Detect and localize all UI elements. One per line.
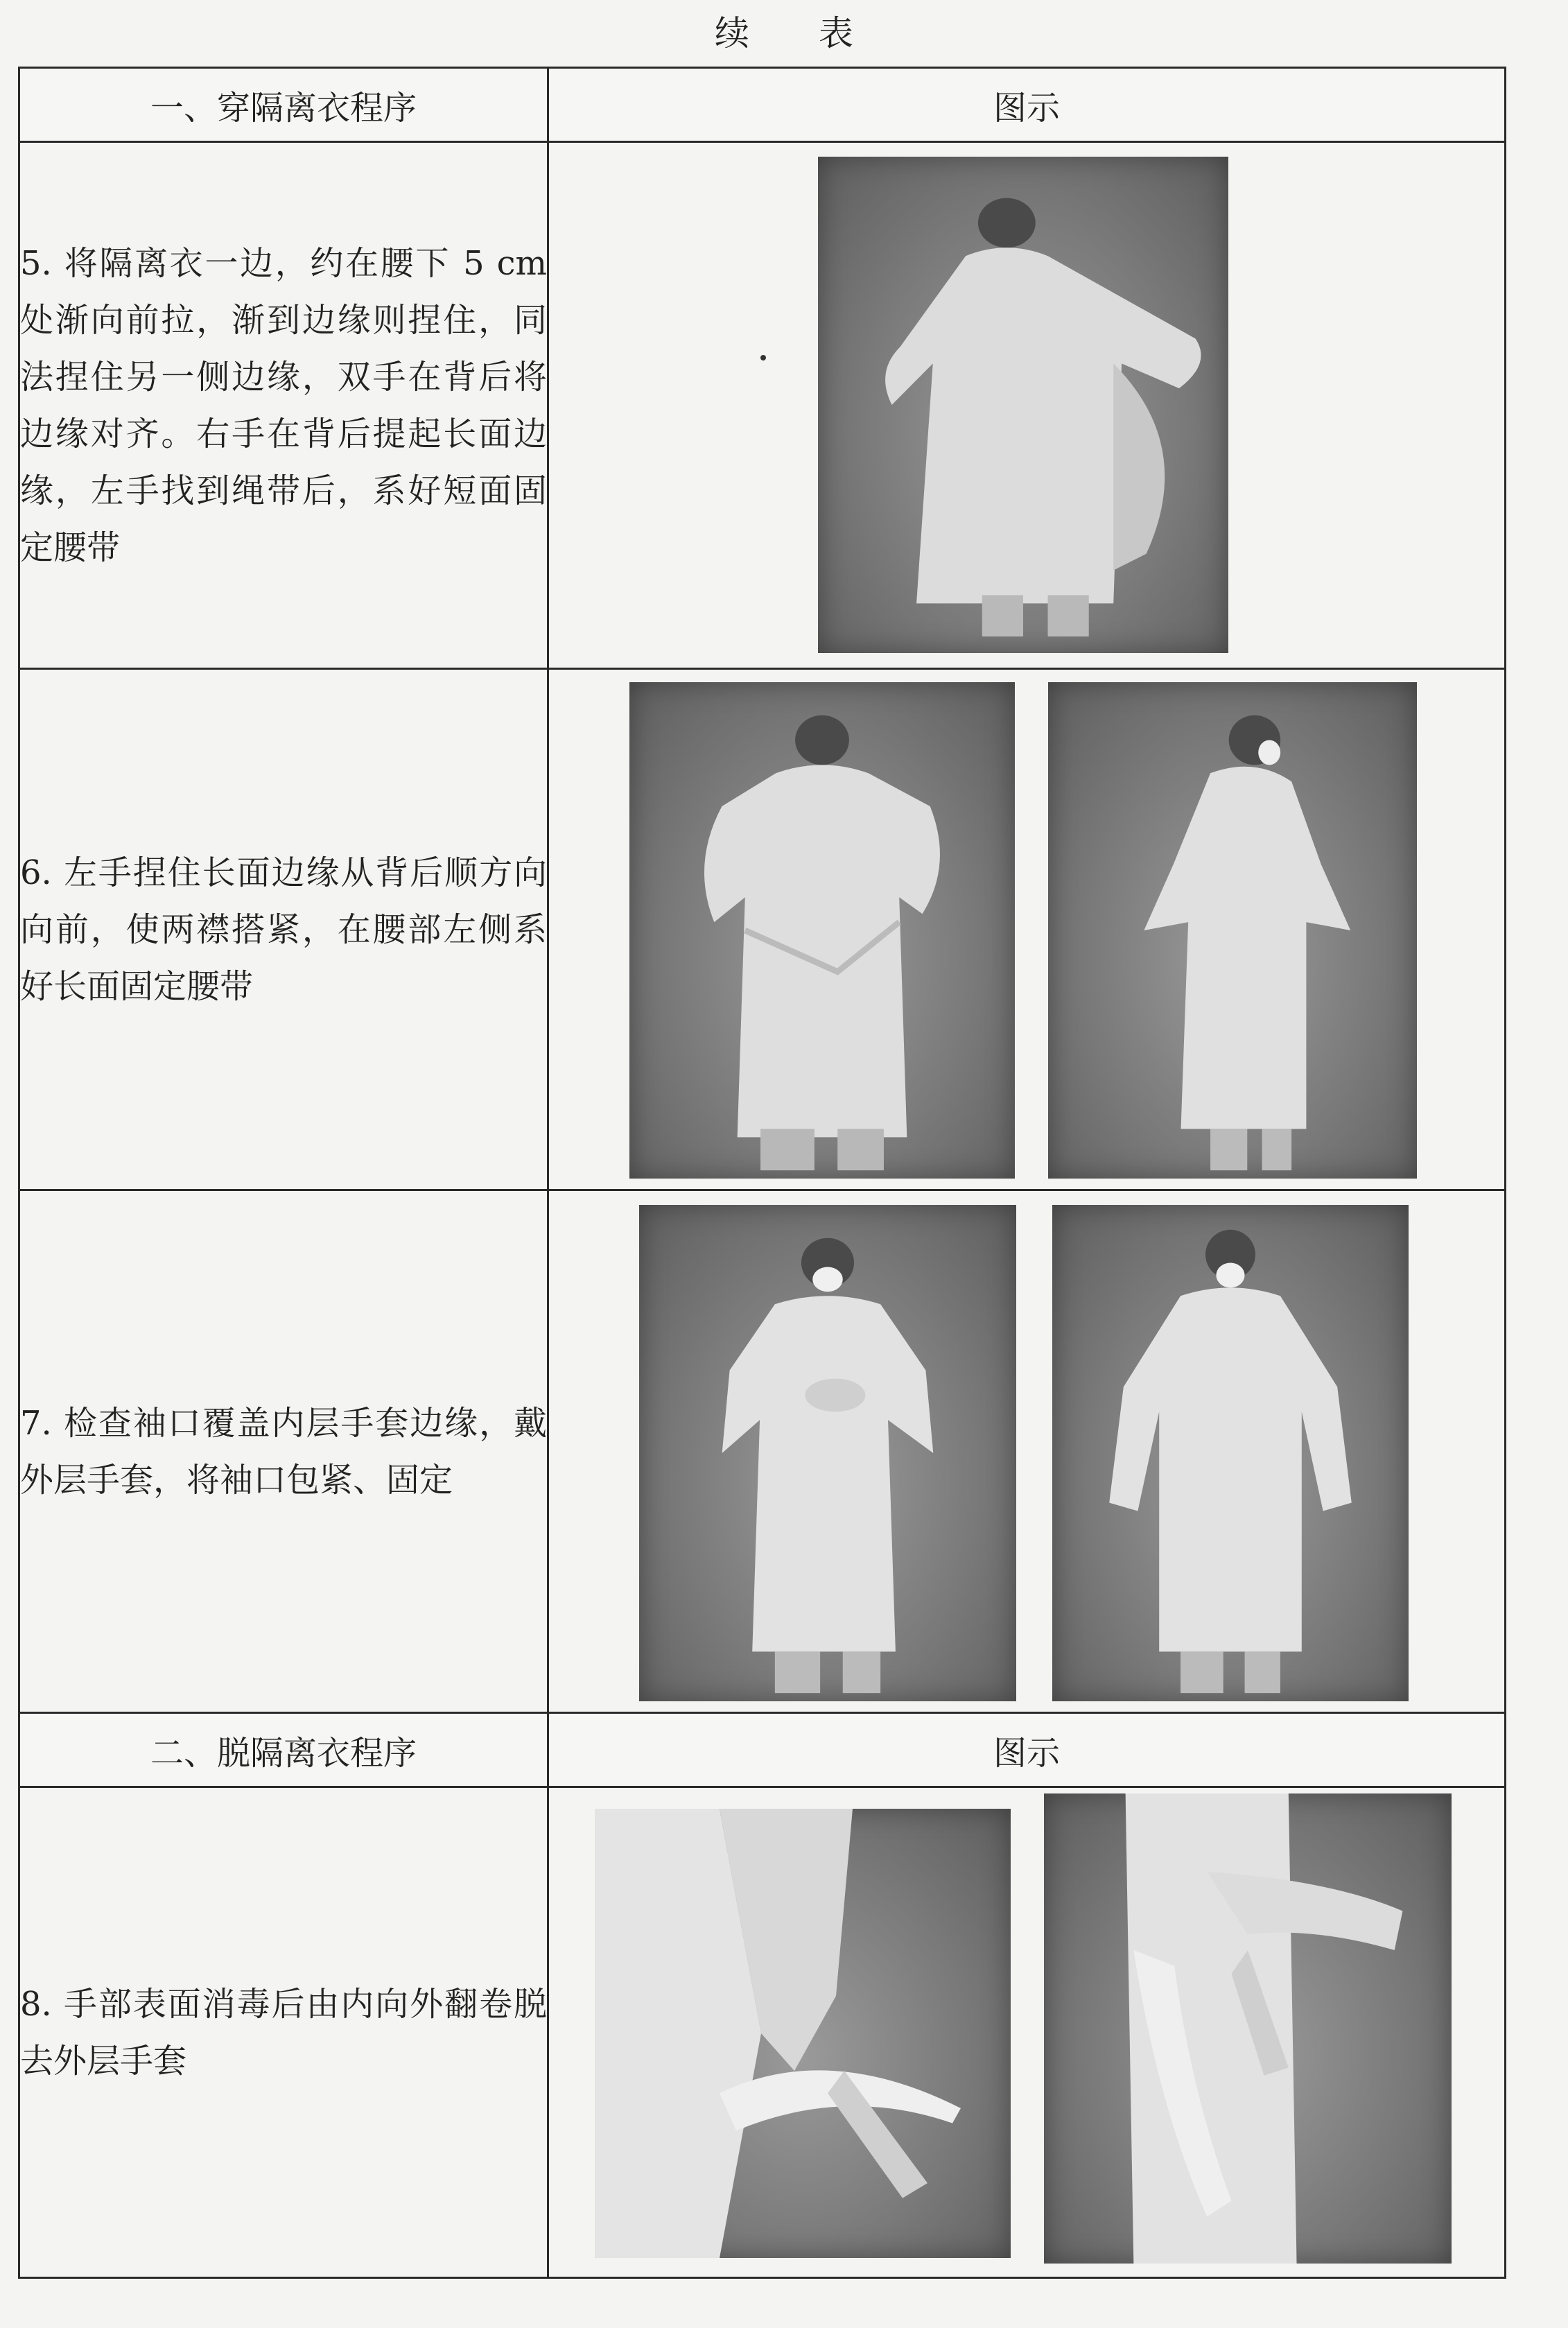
section2-procedure-header: 二、脱隔离衣程序 bbox=[19, 1713, 548, 1787]
photo-closeup-removing-glove bbox=[1044, 1793, 1452, 2264]
scan-speck bbox=[760, 355, 766, 361]
table-row bbox=[19, 1190, 1506, 1713]
photo-back-view-tying-waist bbox=[629, 682, 1015, 1179]
photo-closeup-peeling-glove bbox=[595, 1809, 1011, 2258]
step-8-figures bbox=[548, 1787, 1506, 2278]
step-5-description: 5. 将隔离衣一边，约在腰下 5 cm 处渐向前拉，渐到边缘则捏住，同法捏住另一侧边缘，双手在背后将边缘对齐。右手在背后提起长面边缘，左手找到绳带后，系好短面固定腰带 bbox=[19, 142, 548, 669]
section1-header-row bbox=[19, 68, 1506, 142]
section2-header-row bbox=[19, 1713, 1506, 1787]
step-5-figures bbox=[548, 142, 1506, 669]
table-row bbox=[19, 142, 1506, 669]
step-7-figures bbox=[548, 1190, 1506, 1713]
photo-front-view-checking-cuffs bbox=[639, 1205, 1016, 1701]
step-7-description: 7. 检查袖口覆盖内层手套边缘，戴外层手套，将袖口包紧、固定 bbox=[19, 1190, 548, 1713]
procedure-table bbox=[18, 67, 1506, 2279]
table-row bbox=[19, 669, 1506, 1190]
photo-side-view-hands-on-hips bbox=[1048, 682, 1417, 1179]
photo-back-view-spreading-gown bbox=[818, 157, 1228, 653]
step-6-description: 6. 左手捏住长面边缘从背后顺方向向前，使两襟搭紧，在腰部左侧系好长面固定腰带 bbox=[19, 669, 548, 1190]
table-row bbox=[19, 1787, 1506, 2278]
page-title: 续 表 bbox=[715, 13, 882, 53]
step-6-figures bbox=[548, 669, 1506, 1190]
section2-figure-header: 图示 bbox=[548, 1713, 1506, 1787]
section1-procedure-header: 一、穿隔离衣程序 bbox=[19, 68, 548, 142]
step-8-description: 8. 手部表面消毒后由内向外翻卷脱去外层手套 bbox=[19, 1787, 548, 2278]
photo-front-view-arms-down bbox=[1052, 1205, 1409, 1701]
section1-figure-header: 图示 bbox=[548, 68, 1506, 142]
